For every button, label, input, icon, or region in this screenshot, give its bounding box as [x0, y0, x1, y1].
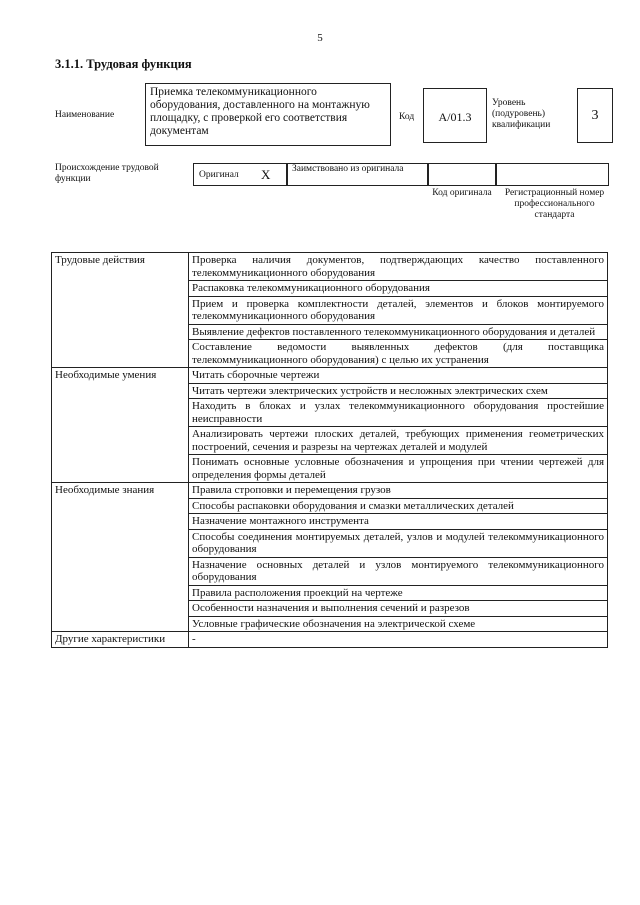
category-other-characteristics: Другие характеристики — [52, 632, 189, 648]
name-label: Наименование — [55, 110, 115, 120]
original-cell — [193, 163, 287, 186]
function-name-value: Приемка телекоммуникационного оборудования, доставленного на монтажную площадку, с проверкой его соответствия документам — [150, 86, 370, 137]
borrowed-label: Заимствовано из оригинала — [292, 164, 404, 174]
list-item: Находить в блоках и узлах телекоммуникационного оборудования простейшие неисправности — [189, 399, 608, 427]
list-item: Составление ведомости выявленных дефектов (для поставщика телекоммуникационного оборудования) с целью их устранения — [189, 340, 608, 368]
table-row — [52, 368, 608, 384]
original-mark: X — [261, 167, 271, 182]
origin-label: Происхождение трудовой функции — [55, 163, 159, 184]
list-item: Выявление дефектов поставленного телекоммуникационного оборудования и деталей — [189, 324, 608, 340]
list-item: Правила расположения проекций на чертеже — [189, 585, 608, 601]
list-item: Особенности назначения и выполнения сечений и разрезов — [189, 601, 608, 617]
code-label: Код — [399, 112, 415, 122]
table-row — [52, 483, 608, 499]
reg-number-caption: Регистрационный номер профессионального стандарта — [504, 188, 605, 220]
list-item: Назначение монтажного инструмента — [189, 514, 608, 530]
table-row — [52, 632, 608, 648]
list-item: Условные графические обозначения на электрической схеме — [189, 616, 608, 632]
level-label: Уровень (подуровень) квалификации — [492, 98, 551, 130]
function-name-box — [145, 83, 391, 146]
list-item: Проверка наличия документов, подтверждающих качество поставленного телекоммуникационного оборудования — [189, 253, 608, 281]
code-box — [423, 88, 487, 143]
table-row — [52, 253, 608, 281]
list-item: - — [189, 632, 608, 648]
reg-number-cell — [496, 163, 609, 186]
page-number: 5 — [317, 32, 323, 44]
section-title: 3.1.1. Трудовая функция — [55, 57, 192, 71]
list-item: Понимать основные условные обозначения и упрощения при чтении чертежей для определения формы деталей — [189, 455, 608, 483]
list-item: Назначение основных деталей и узлов монтируемого телекоммуникационного оборудования — [189, 557, 608, 585]
code-original-cell — [428, 163, 496, 186]
category-required-knowledge: Необходимые знания — [52, 483, 189, 632]
code-value: A/01.3 — [438, 110, 472, 124]
list-item: Читать сборочные чертежи — [189, 368, 608, 384]
list-item: Читать чертежи электрических устройств и несложных электрических схем — [189, 383, 608, 399]
level-box — [577, 88, 613, 143]
list-item: Правила строповки и перемещения грузов — [189, 483, 608, 499]
category-required-skills: Необходимые умения — [52, 368, 189, 483]
function-details-table — [51, 252, 608, 648]
borrowed-cell — [287, 163, 428, 186]
original-label: Оригинал — [199, 170, 239, 180]
category-labor-actions: Трудовые действия — [52, 253, 189, 368]
list-item: Распаковка телекоммуникационного оборудования — [189, 281, 608, 297]
level-value: 3 — [591, 108, 599, 123]
list-item: Анализировать чертежи плоских деталей, требующих применения геометрических построений, сечения и разрезы на чертежах деталей и модулей — [189, 427, 608, 455]
list-item: Способы распаковки оборудования и смазки металлических деталей — [189, 498, 608, 514]
list-item: Прием и проверка комплектности деталей, элементов и блоков монтируемого телекоммуникационного оборудования — [189, 296, 608, 324]
code-original-caption: Код оригинала — [432, 188, 492, 198]
list-item: Способы соединения монтируемых деталей, узлов и модулей телекоммуникационного оборудования — [189, 529, 608, 557]
